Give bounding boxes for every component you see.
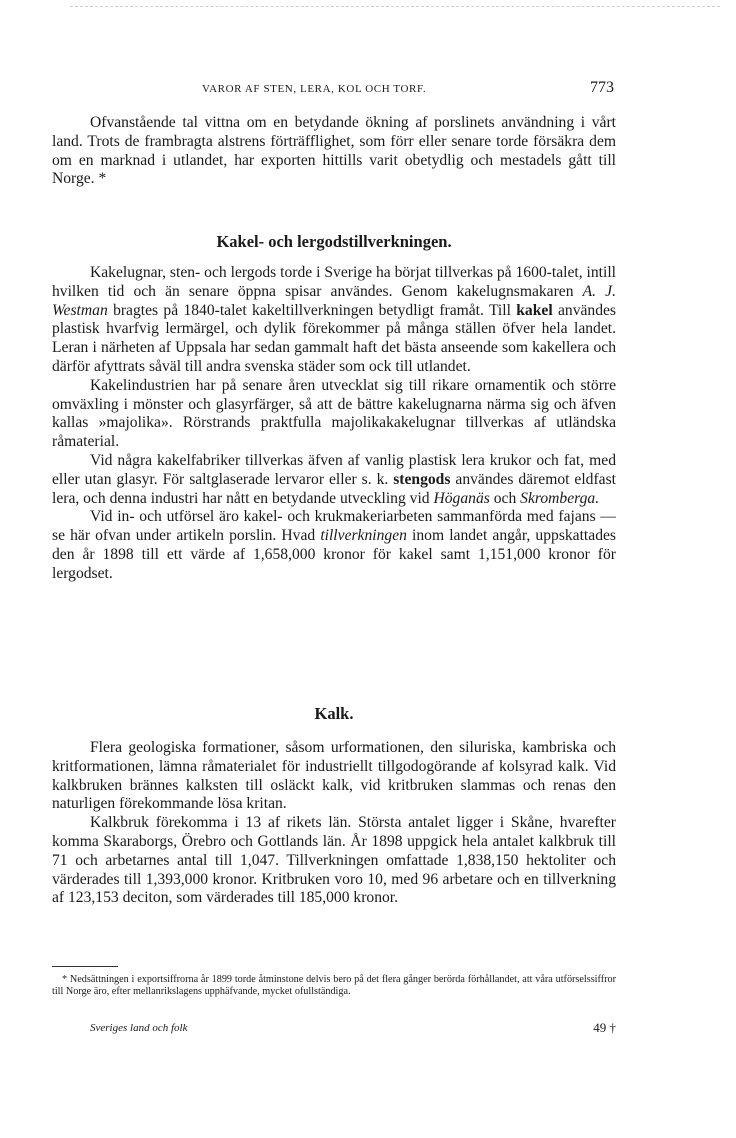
kakel-paragraph-3 [52,452,616,508]
heading-kalk: Kalk. [314,704,354,723]
kakel-paragraph-2: Kakelindustrien har på senare åren utvecklat sig till rikare ornamentik och större omväxling i mönster och glasyrfärger, så att de bättre kakelugnarna närma sig och äfven kallas »majolika». Rörstrands praktfulla majolikakakelugnar tillverkas af utländska råmaterial. [52,376,616,451]
page-number: 773 [590,79,614,96]
intro-paragraph: Ofvanstående tal vittna om en betydande ökning af porslinets användning i vårt land. Trots de frambragta alstrens förträfflighet, som förr eller senare torde försäkra dem om en marknad i utlandet, har exporten hittills varit obetydlig och mestadels gått till Norge. * [52,114,616,188]
text-run: Vid in- och utförsel äro kakel- och krukmakeriarbeten sammanförda med fajans — se här ofvan under artikeln porslin. Hvad [52,508,616,545]
intro-text [52,114,616,189]
signature-work: Sveriges land och folk [90,1022,188,1034]
top-edge-line [70,6,720,7]
heading-kakel: Kakel- och lergodstillverkningen. [216,232,452,251]
text-run: bragtes på 1840-talet kakeltillverkningen betydligt framåt. Till [107,301,517,319]
kalk-paragraph-2: Kalkbruk förekomma i 13 af rikets län. Största antalet ligger i Skåne, hvarefter komma Skaraborgs, Örebro och Gottlands län. År 1898 uppgick hela antalet kalkbruk till 71 och arbetarnes antal till 1,047. Tillverkningen omfattade 1,838,150 hektoliter och värderades till 1,393,000 kronor. Kritbruken voro 10, med 96 arbetare och en tillverkning af 123,153 deciton, som värderades till 185,000 kronor. [52,814,616,907]
kalk-section-text [52,739,616,908]
term-tillverkningen: tillverkningen [320,527,407,545]
text-run: Kakelugnar, sten- och lergods torde i Sverige ha börjat tillverkas på 1600-talet, intill hvilken tid och än senare öppna spisar användes. Genom kakelugnsmakaren [52,264,616,300]
term-stengods: stengods [393,470,451,488]
term-kakel: kakel [516,301,553,319]
place-skromberga: Skromberga. [520,489,600,507]
text-run: användes plastisk hvarfvig lermärgel, och dylik förekommer på många ställen öfver hela landet. Leran i närheten af Uppsala har sedan gammalt haft det bästa anseende som kakellera och därför afyttrats såväl till andra svenska städer som ock till utlandet. [52,301,616,375]
kakel-paragraph-4 [52,508,616,583]
text-run: Vid några kakelfabriker tillverkas äfven af vanlig plastisk lera krukor och fat, med eller utan glasyr. För saltglaserade lervaror eller s. k. [52,451,616,488]
running-head-title: VAROR AF STEN, LERA, KOL OCH TORF. [202,83,427,95]
kakel-section-text [52,264,616,584]
text-run: användes däremot eldfast lera, och denna industri har nått en betydande utveckling vid [52,470,616,507]
person-name: A. J. Westman [52,282,616,319]
place-hoganas: Höganäs [433,489,490,507]
kalk-paragraph-1: Flera geologiska formationer, såsom urformationen, den siluriska, kambriska och kritformationen, lämna råmaterialet för industriellt tillgodogörande af kolsyrad kalk. Vid kalkbruken brännes kalksten till osläckt kalk, vid kritbruken slammas och renas den naturligen förekommande lösa kritan. [52,739,616,813]
footnote-text: * Nedsättningen i exportsiffrorna år 1899 torde åtminstone delvis bero på det flera gånger berörda förhållandet, att våra utförselssiffror till Norge äro, efter mellanrikslagens upphäfvande, mycket ofullständiga. [52,974,616,997]
kakel-paragraph-1 [52,264,616,377]
text-run: inom landet angår, uppskattades den år 1898 till ett värde af 1,658,000 kronor för kakel samt 1,151,000 kronor för lergodset. [52,527,616,582]
footnote [52,974,616,998]
signature-sheet: 49 † [593,1020,616,1035]
footnote-rule [52,966,118,967]
text-run: och [489,489,521,507]
